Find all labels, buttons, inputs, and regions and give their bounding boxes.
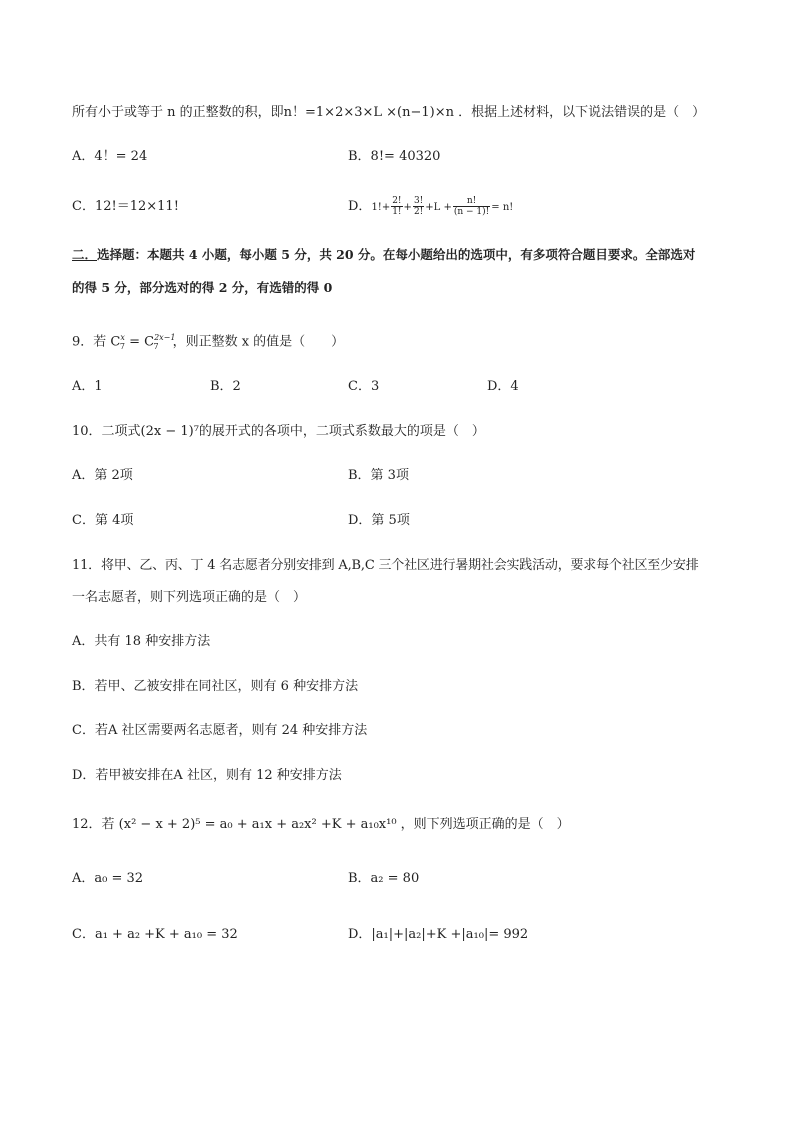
section2-number: 二． xyxy=(72,247,98,262)
fraction-1-num: 2! xyxy=(392,196,402,206)
q8-d-mid: +L + xyxy=(425,202,452,213)
q11-option-a: A．共有 18 种安排方法 xyxy=(72,634,211,649)
q11-option-b: B．若甲、乙被安排在同社区，则有 6 种安排方法 xyxy=(72,679,359,694)
fraction-1-den: 1! xyxy=(392,207,402,217)
q9-stem-end: ，则正整数 x 的值是（ ） xyxy=(172,334,345,350)
q9-option-c: C．3 xyxy=(348,379,380,394)
fraction-3 xyxy=(453,196,490,217)
fraction-1 xyxy=(391,196,402,217)
q10-option-b: B．第 3项 xyxy=(348,468,409,483)
q9-sub1: 7 xyxy=(119,341,125,351)
section2-line2: 的得 5 分，部分选对的得 2 分，有选错的得 0 xyxy=(72,280,333,295)
q12-option-a: A．a₀ = 32 xyxy=(72,871,144,886)
q8-option-c: C．12!＝12×11! xyxy=(72,199,179,214)
q8-d-start: 1!+ xyxy=(371,202,391,213)
fraction-3-num: n! xyxy=(453,196,490,207)
plus: + xyxy=(403,202,412,213)
q11-option-c: C．若A 社区需要两名志愿者，则有 24 种安排方法 xyxy=(72,723,368,738)
q12-option-c: C．a₁ + a₂ +K + a₁₀ = 32 xyxy=(72,927,238,942)
fraction-2-den: 2! xyxy=(413,207,424,217)
q9-sub2: 7 xyxy=(153,341,159,351)
fraction-2-num: 3! xyxy=(413,196,424,206)
q9-sup2: 2x−1 xyxy=(154,333,176,342)
q11-stem-line2: 一名志愿者，则下列选项正确的是（ ） xyxy=(72,590,307,605)
q9-stem-mid: = C xyxy=(124,334,155,350)
q9-option-d: D．4 xyxy=(487,379,519,394)
q9-sup1: x xyxy=(120,333,125,342)
q12-option-d: D．|a₁|+|a₂|+K +|a₁₀|= 992 xyxy=(348,927,529,942)
q8-d-prefix: D． xyxy=(348,199,372,214)
fraction-2 xyxy=(413,196,424,217)
q8-option-d xyxy=(348,188,513,227)
q10-option-d: D．第 5项 xyxy=(348,513,410,528)
q9-option-a: A．1 xyxy=(72,379,103,394)
q10-option-a: A．第 2项 xyxy=(72,468,133,483)
q10-stem: 10．二项式(2x − 1)⁷的展开式的各项中，二项式系数最大的项是（ ） xyxy=(72,424,485,439)
q8-option-a: A．4！= 24 xyxy=(72,149,148,164)
q9-option-b: B．2 xyxy=(210,379,241,394)
fraction-3-den: (n − 1)! xyxy=(453,207,490,217)
q9-stem-start: 9．若 C xyxy=(72,334,121,350)
q11-stem-line1: 11．将甲、乙、丙、丁 4 名志愿者分别安排到 A,B,C 三个社区进行暑期社会实践活动，要求每个社区至少安排 xyxy=(72,558,699,573)
q10-option-c: C．第 4项 xyxy=(72,513,134,528)
q8-d-end: = n! xyxy=(491,202,514,213)
q12-option-b: B．a₂ = 80 xyxy=(348,871,420,886)
q9-stem xyxy=(72,328,344,357)
q11-option-d: D．若甲被安排在A 社区，则有 12 种安排方法 xyxy=(72,768,342,783)
intro-line: 所有小于或等于 n 的正整数的积，即n！=1×2×3×L ×(n−1)×n ．根据上述材料，以下说法错误的是（ ） xyxy=(72,105,706,120)
section2-line1 xyxy=(72,245,695,265)
q12-stem: 12．若 (x² − x + 2)⁵ = a₀ + a₁x + a₂x² +K + a₁₀x¹⁰ ，则下列选项正确的是（ ） xyxy=(72,817,570,832)
section2-text: 选择题：本题共 4 小题，每小题 5 分，共 20 分。在每小题给出的选项中，有多项符合题目要求。全部选对 xyxy=(97,247,696,262)
q8-option-b: B．8!= 40320 xyxy=(348,149,441,164)
